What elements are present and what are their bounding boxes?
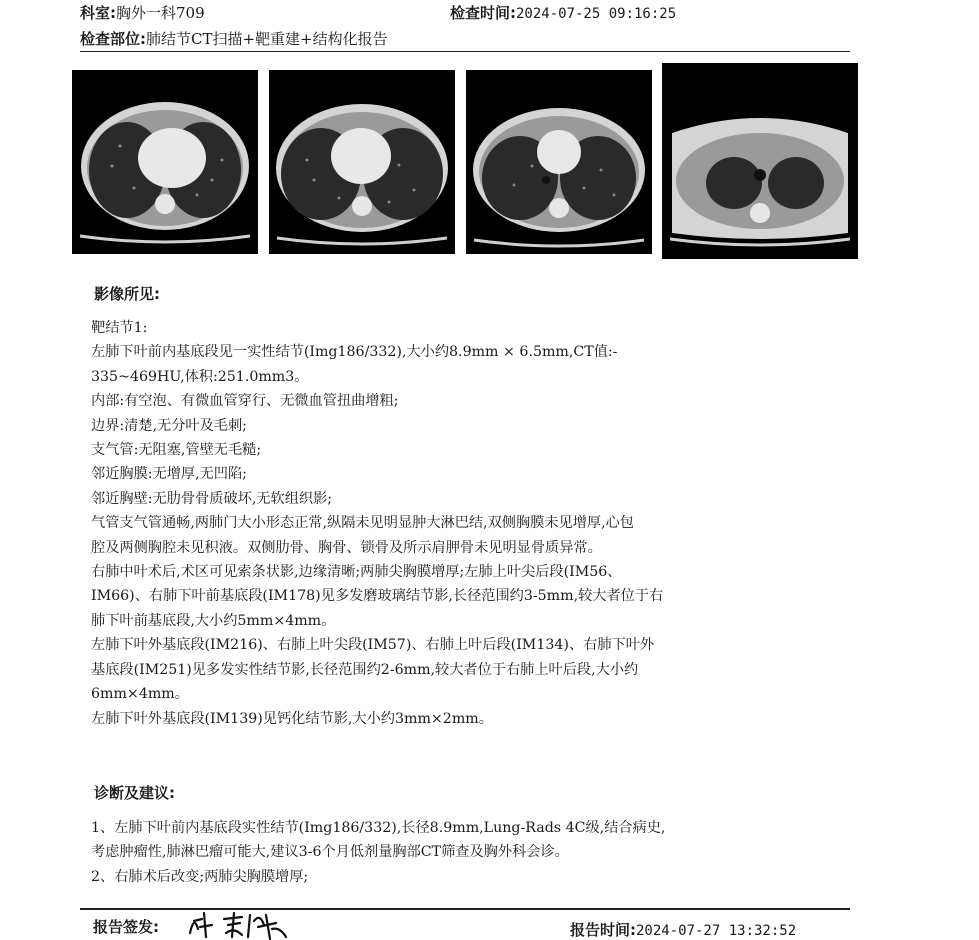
diagnosis-line: 考虑肿瘤性,肺淋巴瘤可能大,建议3-6个月低剂量胸部CT筛查及胸外科会诊。 xyxy=(91,844,569,861)
report-time-field xyxy=(570,919,796,940)
signature-label: 报告签发: xyxy=(93,918,159,936)
ct-slice-2-graphic xyxy=(269,70,455,254)
department-value: 胸外一科709 xyxy=(116,4,205,22)
findings-line: 支气管:无阻塞,管壁无毛糙; xyxy=(91,442,262,459)
findings-line: 内部:有空泡、有微血管穿行、无微血管扭曲增粗; xyxy=(91,393,399,410)
department-label: 科室: xyxy=(80,4,116,22)
findings-text xyxy=(91,316,836,731)
diagnosis-line: 1、左肺下叶前内基底段实性结节(Img186/332),长径8.9mm,Lung-Rads 4C级,结合病史, xyxy=(91,820,666,836)
findings-line: 腔及两侧胸腔未见积液。双侧肋骨、胸骨、锁骨及所示肩胛骨未见明显骨质异常。 xyxy=(91,539,602,556)
signature-field xyxy=(93,916,159,937)
header-divider xyxy=(80,51,850,52)
handwritten-signature xyxy=(184,907,294,940)
report-time-label: 报告时间: xyxy=(570,921,636,939)
exam-part-value: 肺结节CT扫描+靶重建+结构化报告 xyxy=(146,30,388,48)
findings-line: 邻近胸膜:无增厚,无凹陷; xyxy=(91,466,247,483)
exam-part-label: 检查部位: xyxy=(80,30,146,48)
findings-line: IM66)、右肺下叶前基底段(IM178)见多发磨玻璃结节影,长径范围约3-5mm,较大者位于右 xyxy=(91,588,664,605)
findings-line: 气管支气管通畅,两肺门大小形态正常,纵隔未见明显肿大淋巴结,双侧胸膜未见增厚,心包 xyxy=(91,515,634,532)
exam-time-label: 检查时间: xyxy=(450,4,516,22)
findings-line: 335~469HU,体积:251.0mm3。 xyxy=(91,368,309,385)
ct-slice-1 xyxy=(72,70,258,254)
exam-time-value: 2024-07-25 09:16:25 xyxy=(516,6,677,22)
ct-slice-4 xyxy=(662,63,858,259)
ct-slice-4-graphic xyxy=(662,63,858,259)
diagnosis-text xyxy=(91,816,836,889)
findings-line: 左肺下叶外基底段(IM216)、右肺上叶尖段(IM57)、右肺上叶后段(IM134)、右肺下叶外 xyxy=(91,637,655,654)
diagnosis-line: 2、右肺术后改变;两肺尖胸膜增厚; xyxy=(91,868,309,885)
findings-line: 肺下叶前基底段,大小约5mm×4mm。 xyxy=(91,612,336,629)
findings-line: 左肺下叶前内基底段见一实性结节(Img186/332),大小约8.9mm × 6.5mm,CT值:- xyxy=(91,344,618,361)
exam-part-field xyxy=(80,28,388,49)
findings-line: 基底段(IM251)见多发实性结节影,长径范围约2-6mm,较大者位于右肺上叶后段,大小约 xyxy=(91,661,639,678)
findings-line: 边界:清楚,无分叶及毛刺; xyxy=(91,417,247,434)
ct-slice-3-graphic xyxy=(466,70,652,254)
findings-line: 右肺中叶术后,术区可见索条状影,边缘清晰;两肺尖胸膜增厚;左肺上叶尖后段(IM56、 xyxy=(91,564,622,581)
report-time-value: 2024-07-27 13:32:52 xyxy=(636,923,797,939)
findings-title: 影像所见: xyxy=(94,285,160,303)
findings-line: 左肺下叶外基底段(IM139)见钙化结节影,大小约3mm×2mm。 xyxy=(91,710,493,727)
department-field xyxy=(80,2,205,23)
findings-line: 6mm×4mm。 xyxy=(91,686,189,703)
ct-slice-1-graphic xyxy=(72,70,258,254)
ct-slice-2 xyxy=(269,70,455,254)
findings-line: 邻近胸壁:无肋骨骨质破坏,无软组织影; xyxy=(91,490,333,507)
findings-line: 靶结节1: xyxy=(91,320,148,336)
diagnosis-title: 诊断及建议: xyxy=(94,784,175,802)
ct-slice-3 xyxy=(466,70,652,254)
exam-time-field xyxy=(450,2,676,23)
